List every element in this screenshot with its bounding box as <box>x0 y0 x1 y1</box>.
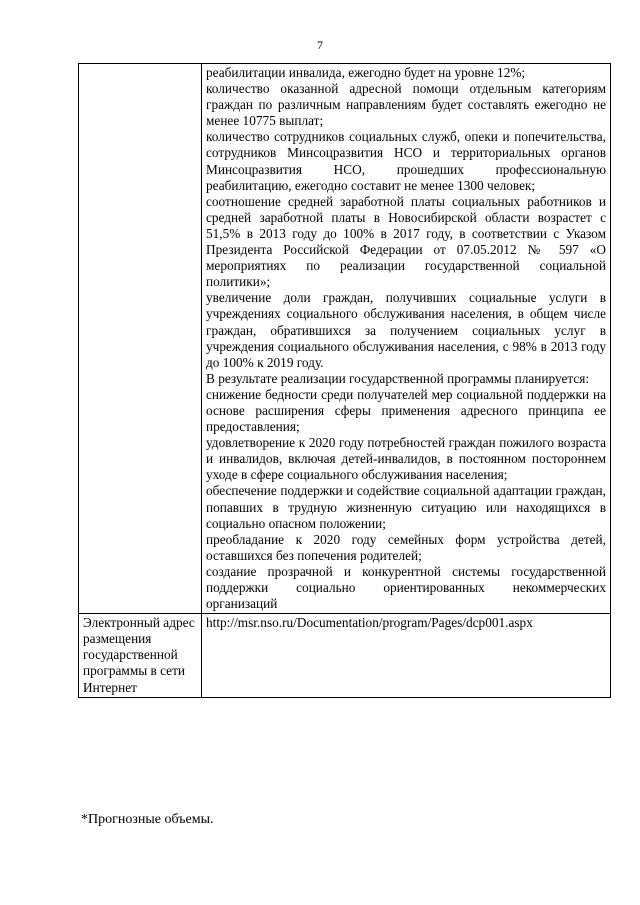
result-paragraph: удовлетворение к 2020 году потребностей граждан пожилого возраста и инвалидов, включая детей-инвалидов, в постоянном постороннем уходе в сфере социального обслуживания населения; <box>206 435 606 483</box>
result-paragraph: В результате реализации государственной программы планируется: <box>206 370 590 386</box>
footnote: *Прогнозные объемы. <box>81 812 214 827</box>
result-paragraph: преобладание к 2020 году семейных форм устройства детей, оставшихся без попечения родителей; <box>206 531 606 563</box>
result-paragraph: количество сотрудников социальных служб, опеки и попечительства, сотрудников Минсоцразвития НСО и территориальных органов Минсоцразвития НСО, прошедших профессиональную реабилитацию, ежегодно составит не менее 1300 человек; <box>206 129 606 193</box>
expected-results-cell <box>202 64 611 614</box>
result-paragraph: реабилитации инвалида, ежегодно будет на уровне 12%; <box>206 65 526 80</box>
result-paragraph: создание прозрачной и конкурентной системы государственной поддержки социально ориентированных некоммерческих организаций <box>206 563 606 612</box>
result-paragraph: количество оказанной адресной помощи отдельным категориям граждан по различным направлениям будет составлять ежегодно не менее 10775 выплат; <box>206 81 606 129</box>
page-number: 7 <box>317 38 323 52</box>
program-passport-table <box>78 63 611 698</box>
result-paragraph: снижение бедности среди получателей мер социальной поддержки на основе расширения сферы применения адресного принципа ее предоставления; <box>206 386 606 435</box>
row-label-cell <box>79 64 202 614</box>
result-paragraph: увеличение доли граждан, получивших социальные услуги в учреждениях социального обслуживания населения, в общем числе граждан, обратившихся за получением социальных услуг в учреждения социального обслуживания населения, с 98% в 2013 году до 100% к 2019 году. <box>206 290 606 370</box>
result-paragraph: обеспечение поддержки и содействие социальной адаптации граждан, попавших в трудную жизненную ситуацию или находящихся в социально опасном положении; <box>206 483 606 531</box>
table-row <box>79 614 611 697</box>
table-row <box>79 64 611 614</box>
program-url-link[interactable]: http://msr.nso.ru/Documentation/program/Pages/dcp001.aspx <box>202 614 611 697</box>
result-paragraph: соотношение средней заработной платы социальных работников и средней заработной платы в Новосибирской области возрастет с 51,5% в 2013 году до 100% в 2017 году, в соответствии с Указом Президента Российской Федерации от 07.05.2012 № 597 «О мероприятиях по реализации государственной социальной политики»; <box>206 193 606 290</box>
row-label-cell: Электронный адрес размещения государственной программы в сети Интернет <box>79 614 202 697</box>
